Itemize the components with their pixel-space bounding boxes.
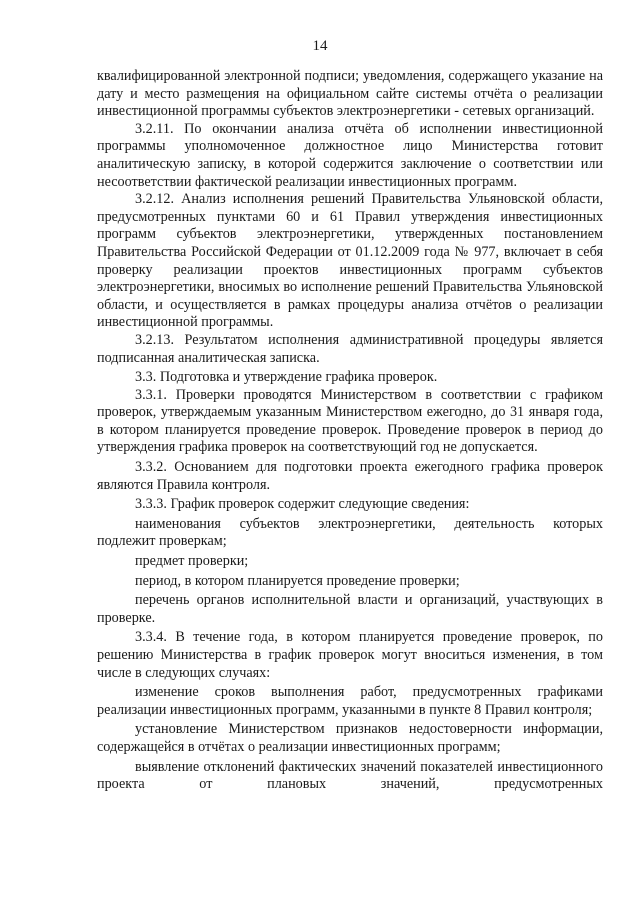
paragraph-3-2-12: 3.2.12. Анализ исполнения решений Правительства Ульяновской области, предусмотренных пунктами 60 и 61 Правил утверждения инвестиционных программ субъектов электроэнергетики, утвержденных постановлением Правительства Российской Федерации от 01.12.2009 года № 977, включает в себя проверку реализации проектов инвестиционных программ субъектов электроэнергетики, вносимых во исполнение решений Правительства Ульяновской области, и осуществляется в рамках процедуры анализа отчётов о реализации инвестиционной программы. [97, 191, 603, 331]
section-heading-3-3: 3.3. Подготовка и утверждение графика проверок. [135, 369, 438, 386]
paragraph-3-2-11: 3.2.11. По окончании анализа отчёта об исполнении инвестиционной программы уполномоченное должностное лицо Министерства готовит аналитическую записку, в которой содержится заключение о соответствии или несоответствии фактической реализации инвестиционных программ. [97, 120, 603, 190]
list-item-schedule-change: изменение сроков выполнения работ, предусмотренных графиками реализации инвестиционных программ, указанными в пункте 8 Правил контроля; [97, 684, 603, 718]
list-item-deviations: выявление отклонений фактических значений показателей инвестиционного проекта от плановых значений, предусмотренных [97, 758, 603, 793]
list-item-unreliable-info: установление Министерством признаков недостоверности информации, содержащейся в отчётах о реализации инвестиционных программ; [97, 721, 603, 755]
paragraph-3-3-2: 3.3.2. Основанием для подготовки проекта ежегодного графика проверок являются Правила контроля. [97, 459, 603, 493]
list-item-subjects: наименования субъектов электроэнергетики, деятельность которых подлежит проверкам; [97, 515, 603, 550]
page-number: 14 [312, 38, 328, 54]
document-body [97, 68, 603, 794]
paragraph-continuation: квалифицированной электронной подписи; уведомления, содержащего указание на дату и место размещения на официальном сайте системы отчёта о реализации инвестиционной программы субъектов электроэнергетики - сетевых организаций. [97, 68, 603, 120]
list-item-participants: перечень органов исполнительной власти и организаций, участвующих в проверке. [97, 592, 603, 626]
paragraph-3-3-1: 3.3.1. Проверки проводятся Министерством в соответствии с графиком проверок, утверждаемым указанным Министерством ежегодно, до 31 января года, в котором планируется проведение проверок. Проведение проверок в период до утверждения графика проверок на соответствующий год не допускается. [97, 386, 603, 456]
list-item-period: период, в котором планируется проведение проверки; [135, 572, 460, 589]
list-item-subject-of-check: предмет проверки; [135, 553, 249, 570]
paragraph-3-3-4: 3.3.4. В течение года, в котором планируется проведение проверок, по решению Министерства в график проверок могут вноситься изменения, в том числе в следующих случаях: [97, 629, 603, 681]
paragraph-3-3-3: 3.3.3. График проверок содержит следующие сведения: [135, 496, 470, 513]
paragraph-3-2-13: 3.2.13. Результатом исполнения административной процедуры является подписанная аналитическая записка. [97, 331, 603, 366]
